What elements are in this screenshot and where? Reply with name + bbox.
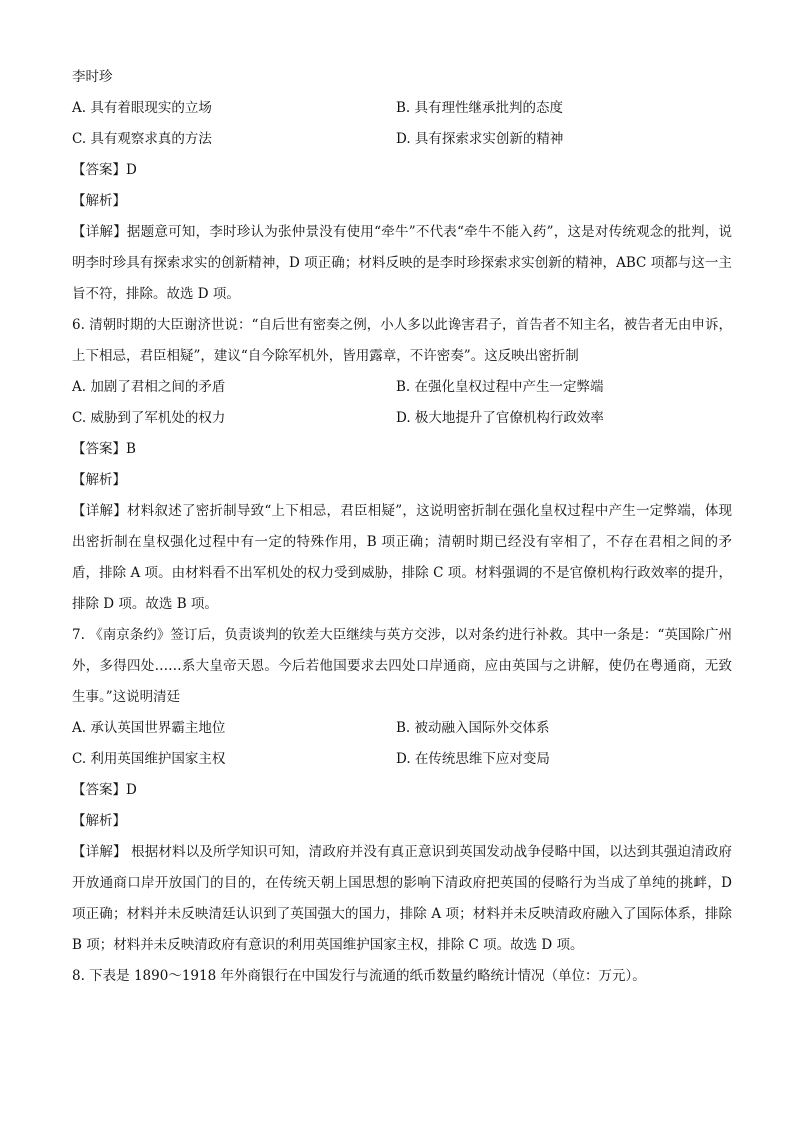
q6-analysis-heading: 【解析】: [72, 472, 126, 488]
q7-stem: 7. 《南京条约》签订后，负责谈判的钦差大臣继续与英方交涉，以对条约进行补救。其中一条是：“英国除广州外，多得四处……系大皇帝天恩。今后若他国要求去四处口岸通商，应由英国与之讲解，使仍在粤通商，无致生事。”这说明清廷: [72, 627, 732, 705]
q6-options-row-2: [72, 403, 732, 434]
q5-option-b: B. 具有理性继承批判的态度: [396, 100, 564, 116]
q7-analysis-heading: 【解析】: [72, 813, 126, 829]
q7-answer: 【答案】D: [72, 782, 137, 798]
q6-option-d: D. 极大地提升了官僚机构行政效率: [396, 410, 604, 426]
q6-option-c: C. 威胁到了军机处的权力: [72, 410, 226, 426]
q6-option-a: A. 加剧了君相之间的矛盾: [72, 379, 226, 395]
q7-option-b: B. 被动融入国际外交体系: [396, 720, 550, 736]
q7-options-row-2: [72, 744, 732, 775]
q6-answer: 【答案】B: [72, 441, 136, 457]
q5-option-c: C. 具有观察求真的方法: [72, 131, 212, 147]
q5-analysis-heading: 【解析】: [72, 193, 126, 209]
q7-options-row-1: [72, 713, 732, 744]
q5-option-d: D. 具有探索求实创新的精神: [396, 131, 564, 147]
q5-option-a: A. 具有着眼现实的立场: [72, 100, 212, 116]
q7-option-d: D. 在传统思维下应对变局: [396, 751, 550, 767]
q5-options-row-1: [72, 93, 732, 124]
q6-options-row-1: [72, 372, 732, 403]
q6-option-b: B. 在强化皇权过程中产生一定弊端: [396, 379, 604, 395]
q7-detail: 【详解】 根据材料以及所学知识可知，清政府并没有真正意识到英国发动战争侵略中国，以达到其强迫清政府开放通商口岸开放国门的目的，在传统天朝上国思想的影响下清政府把英国的侵略行为当成了单纯的挑衅，D 项正确；材料并未反映清廷认识到了英国强大的国力，排除 A 项；材料并未反映清政府融入了国际体系，排除 B 项；材料并未反映清政府有意识的利用英国维护国家主权，排除 C 项。故选 D 项。: [72, 844, 732, 953]
q5-detail: 【详解】据题意可知，李时珍认为张仲景没有使用“牵牛”不代表“牵牛不能入药”，这是对传统观念的批判，说明李时珍具有探索求实的创新精神，D 项正确；材料反映的是李时珍探索求实创新的精神，ABC 项都与这一主旨不符，排除。故选 D 项。: [72, 224, 732, 302]
q5-stem-tail: 李时珍: [72, 69, 113, 85]
q6-detail: 【详解】材料叙述了密折制导致“上下相忌，君臣相疑”，这说明密折制在强化皇权过程中产生一定弊端，体现出密折制在皇权强化过程中有一定的特殊作用，B 项正确；清朝时期已经没有宰相了，不存在君相之间的矛盾，排除 A 项。由材料看不出军机处的权力受到威胁，排除 C 项。材料强调的不是官僚机构行政效率的提升，排除 D 项。故选 B 项。: [72, 503, 732, 612]
q8-stem: 8. 下表是 1890～1918 年外商银行在中国发行与流通的纸币数量约略统计情况（单位：万元）。: [72, 968, 646, 984]
q6-stem: 6. 清朝时期的大臣谢济世说：“自后世有密奏之例，小人多以此谗害君子，首告者不知主名，被告者无由申诉，上下相忌，君臣相疑”，建议“自今除军机外，皆用露章，不许密奏”。这反映出密折制: [72, 317, 732, 364]
exam-page: [72, 62, 732, 992]
q5-options-row-2: [72, 124, 732, 155]
q5-answer: 【答案】D: [72, 162, 137, 178]
q7-option-a: A. 承认英国世界霸主地位: [72, 720, 226, 736]
q7-option-c: C. 利用英国维护国家主权: [72, 751, 226, 767]
